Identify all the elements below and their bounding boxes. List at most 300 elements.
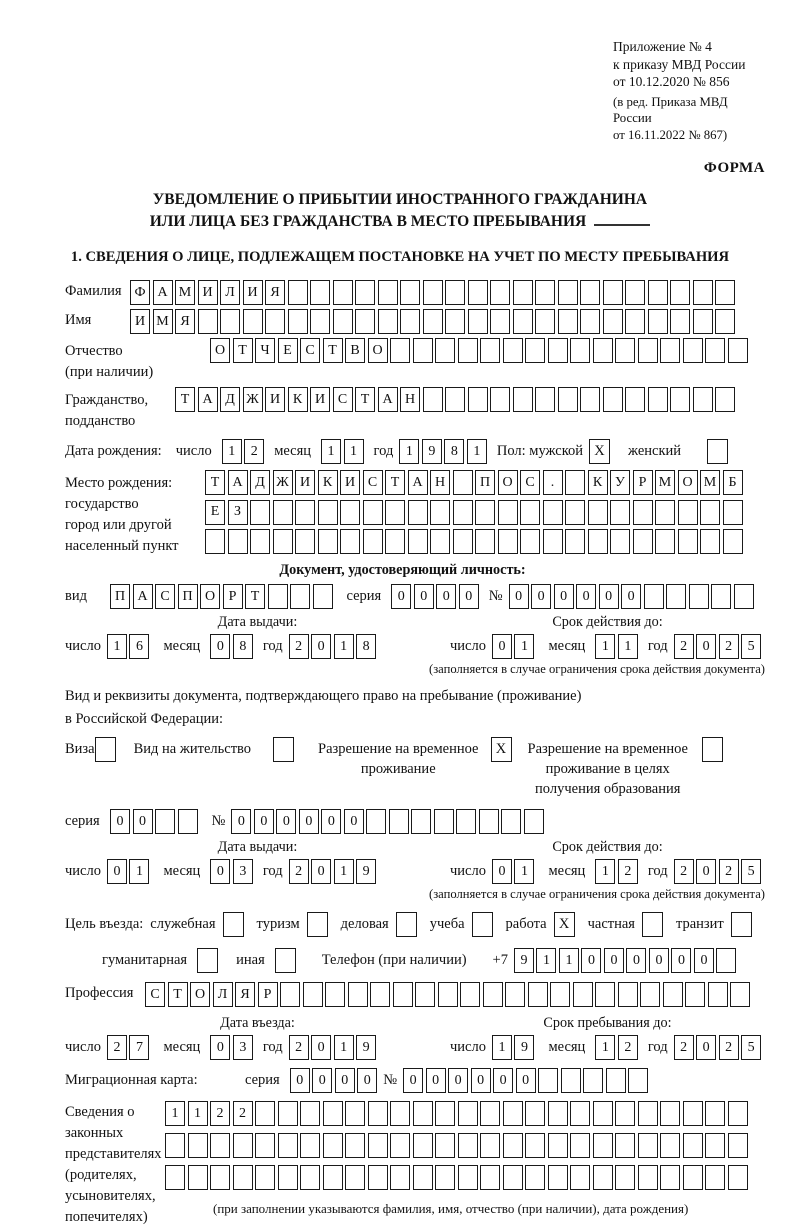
char-cell[interactable]: 1 [107, 634, 127, 659]
char-cell[interactable]: Т [175, 387, 195, 412]
purpose-work-checkbox[interactable]: X [554, 912, 575, 937]
char-cell[interactable]: 0 [335, 1068, 355, 1093]
char-cell[interactable] [411, 809, 431, 834]
char-cell[interactable] [345, 1133, 365, 1158]
char-cell[interactable]: И [265, 387, 285, 412]
char-cell[interactable] [593, 338, 613, 363]
char-cell[interactable]: С [520, 470, 540, 495]
char-cell[interactable] [355, 309, 375, 334]
char-cell[interactable]: 9 [514, 948, 534, 973]
char-cell[interactable]: 0 [210, 859, 230, 884]
char-cell[interactable] [268, 584, 288, 609]
char-cell[interactable] [435, 1133, 455, 1158]
char-cell[interactable]: З [228, 500, 248, 525]
char-cell[interactable]: Б [723, 470, 743, 495]
char-cell[interactable] [615, 1165, 635, 1190]
char-cell[interactable] [503, 1133, 523, 1158]
char-cell[interactable] [368, 1133, 388, 1158]
char-cell[interactable] [693, 309, 713, 334]
char-cell[interactable]: О [200, 584, 220, 609]
char-cell[interactable] [565, 470, 585, 495]
char-cell[interactable] [490, 309, 510, 334]
purpose-humanitarian-checkbox[interactable] [197, 948, 218, 973]
char-cell[interactable] [543, 529, 563, 554]
char-cell[interactable] [570, 1133, 590, 1158]
char-cell[interactable]: 0 [581, 948, 601, 973]
char-cell[interactable]: М [655, 470, 675, 495]
char-cell[interactable] [378, 280, 398, 305]
char-cell[interactable] [243, 309, 263, 334]
char-cell[interactable] [255, 1133, 275, 1158]
char-cell[interactable] [363, 529, 383, 554]
char-cell[interactable] [524, 809, 544, 834]
char-cell[interactable] [205, 529, 225, 554]
char-cell[interactable] [716, 948, 736, 973]
char-cell[interactable] [430, 500, 450, 525]
char-cell[interactable] [538, 1068, 558, 1093]
char-cell[interactable]: 5 [741, 1035, 761, 1060]
char-cell[interactable] [300, 1101, 320, 1126]
char-cell[interactable]: 0 [403, 1068, 423, 1093]
char-cell[interactable] [490, 387, 510, 412]
char-cell[interactable] [480, 1165, 500, 1190]
char-cell[interactable] [300, 1165, 320, 1190]
char-cell[interactable] [723, 529, 743, 554]
char-cell[interactable]: 1 [514, 859, 534, 884]
char-cell[interactable]: 0 [671, 948, 691, 973]
char-cell[interactable] [333, 309, 353, 334]
char-cell[interactable] [378, 309, 398, 334]
purpose-official-checkbox[interactable] [223, 912, 244, 937]
char-cell[interactable] [593, 1133, 613, 1158]
char-cell[interactable]: 2 [289, 1035, 309, 1060]
char-cell[interactable]: Н [430, 470, 450, 495]
char-cell[interactable] [368, 1101, 388, 1126]
char-cell[interactable] [525, 338, 545, 363]
char-cell[interactable] [525, 1101, 545, 1126]
char-cell[interactable] [385, 500, 405, 525]
char-cell[interactable] [265, 309, 285, 334]
char-cell[interactable] [638, 338, 658, 363]
char-cell[interactable] [408, 500, 428, 525]
char-cell[interactable]: С [300, 338, 320, 363]
char-cell[interactable] [700, 500, 720, 525]
char-cell[interactable] [525, 1133, 545, 1158]
char-cell[interactable]: 2 [674, 634, 694, 659]
char-cell[interactable]: 2 [618, 1035, 638, 1060]
char-cell[interactable]: 0 [604, 948, 624, 973]
char-cell[interactable]: И [295, 470, 315, 495]
char-cell[interactable] [708, 982, 728, 1007]
char-cell[interactable] [548, 338, 568, 363]
char-cell[interactable] [278, 1165, 298, 1190]
char-cell[interactable] [318, 529, 338, 554]
char-cell[interactable]: К [588, 470, 608, 495]
char-cell[interactable] [498, 500, 518, 525]
char-cell[interactable] [480, 338, 500, 363]
char-cell[interactable] [255, 1165, 275, 1190]
char-cell[interactable]: 0 [696, 1035, 716, 1060]
char-cell[interactable] [648, 387, 668, 412]
char-cell[interactable] [313, 584, 333, 609]
char-cell[interactable] [250, 529, 270, 554]
char-cell[interactable]: 1 [559, 948, 579, 973]
char-cell[interactable] [453, 470, 473, 495]
char-cell[interactable] [715, 309, 735, 334]
char-cell[interactable]: 0 [626, 948, 646, 973]
char-cell[interactable] [543, 500, 563, 525]
char-cell[interactable] [210, 1133, 230, 1158]
char-cell[interactable] [165, 1165, 185, 1190]
char-cell[interactable]: 2 [289, 634, 309, 659]
char-cell[interactable]: 0 [576, 584, 596, 609]
char-cell[interactable] [415, 982, 435, 1007]
char-cell[interactable]: 1 [595, 859, 615, 884]
char-cell[interactable] [413, 338, 433, 363]
char-cell[interactable] [513, 309, 533, 334]
char-cell[interactable] [480, 1101, 500, 1126]
char-cell[interactable]: 0 [492, 859, 512, 884]
char-cell[interactable] [475, 500, 495, 525]
char-cell[interactable]: 0 [312, 1068, 332, 1093]
char-cell[interactable]: 0 [459, 584, 479, 609]
char-cell[interactable]: 9 [356, 1035, 376, 1060]
char-cell[interactable] [670, 309, 690, 334]
char-cell[interactable] [548, 1165, 568, 1190]
char-cell[interactable]: 1 [334, 634, 354, 659]
char-cell[interactable]: 7 [129, 1035, 149, 1060]
purpose-tourism-checkbox[interactable] [307, 912, 328, 937]
purpose-study-checkbox[interactable] [472, 912, 493, 937]
char-cell[interactable] [323, 1133, 343, 1158]
char-cell[interactable]: П [475, 470, 495, 495]
char-cell[interactable] [638, 1165, 658, 1190]
char-cell[interactable] [580, 280, 600, 305]
char-cell[interactable] [233, 1165, 253, 1190]
char-cell[interactable]: В [345, 338, 365, 363]
temp-residence-checkbox[interactable]: X [491, 737, 512, 762]
char-cell[interactable] [155, 809, 175, 834]
char-cell[interactable] [625, 387, 645, 412]
char-cell[interactable] [458, 338, 478, 363]
char-cell[interactable]: 1 [595, 1035, 615, 1060]
char-cell[interactable] [683, 1165, 703, 1190]
char-cell[interactable]: 1 [344, 439, 364, 464]
char-cell[interactable] [615, 1101, 635, 1126]
char-cell[interactable]: 3 [233, 1035, 253, 1060]
char-cell[interactable]: 1 [514, 634, 534, 659]
char-cell[interactable] [390, 1133, 410, 1158]
char-cell[interactable] [670, 280, 690, 305]
char-cell[interactable]: О [368, 338, 388, 363]
char-cell[interactable] [325, 982, 345, 1007]
char-cell[interactable]: 2 [244, 439, 264, 464]
char-cell[interactable] [513, 280, 533, 305]
char-cell[interactable] [610, 529, 630, 554]
char-cell[interactable] [588, 500, 608, 525]
char-cell[interactable]: К [318, 470, 338, 495]
char-cell[interactable] [715, 280, 735, 305]
char-cell[interactable] [670, 387, 690, 412]
char-cell[interactable]: 1 [595, 634, 615, 659]
char-cell[interactable] [430, 529, 450, 554]
char-cell[interactable] [689, 584, 709, 609]
char-cell[interactable] [628, 1068, 648, 1093]
char-cell[interactable]: 0 [436, 584, 456, 609]
char-cell[interactable] [693, 387, 713, 412]
char-cell[interactable] [580, 387, 600, 412]
char-cell[interactable] [625, 309, 645, 334]
char-cell[interactable] [678, 500, 698, 525]
char-cell[interactable] [210, 1165, 230, 1190]
char-cell[interactable] [400, 309, 420, 334]
char-cell[interactable] [705, 1133, 725, 1158]
purpose-other-checkbox[interactable] [275, 948, 296, 973]
char-cell[interactable] [413, 1165, 433, 1190]
char-cell[interactable] [570, 1165, 590, 1190]
char-cell[interactable] [300, 1133, 320, 1158]
char-cell[interactable]: 0 [414, 584, 434, 609]
char-cell[interactable] [570, 338, 590, 363]
char-cell[interactable] [666, 584, 686, 609]
char-cell[interactable] [660, 1133, 680, 1158]
char-cell[interactable] [723, 500, 743, 525]
char-cell[interactable]: 2 [719, 1035, 739, 1060]
char-cell[interactable] [705, 338, 725, 363]
char-cell[interactable]: . [543, 470, 563, 495]
char-cell[interactable] [615, 1133, 635, 1158]
char-cell[interactable] [228, 529, 248, 554]
visa-checkbox[interactable] [95, 737, 116, 762]
char-cell[interactable]: 0 [133, 809, 153, 834]
char-cell[interactable] [603, 387, 623, 412]
char-cell[interactable] [503, 1101, 523, 1126]
char-cell[interactable] [423, 309, 443, 334]
char-cell[interactable] [348, 982, 368, 1007]
char-cell[interactable]: И [130, 309, 150, 334]
char-cell[interactable]: Т [245, 584, 265, 609]
sex-male-checkbox[interactable]: X [589, 439, 610, 464]
char-cell[interactable]: 2 [210, 1101, 230, 1126]
char-cell[interactable]: 0 [344, 809, 364, 834]
char-cell[interactable]: Р [258, 982, 278, 1007]
char-cell[interactable] [490, 280, 510, 305]
char-cell[interactable] [705, 1101, 725, 1126]
char-cell[interactable]: С [155, 584, 175, 609]
char-cell[interactable] [390, 1165, 410, 1190]
char-cell[interactable]: Я [235, 982, 255, 1007]
char-cell[interactable]: Е [278, 338, 298, 363]
char-cell[interactable] [310, 309, 330, 334]
char-cell[interactable]: 0 [448, 1068, 468, 1093]
char-cell[interactable] [453, 529, 473, 554]
char-cell[interactable]: И [310, 387, 330, 412]
char-cell[interactable]: 0 [531, 584, 551, 609]
char-cell[interactable] [648, 309, 668, 334]
char-cell[interactable] [535, 387, 555, 412]
char-cell[interactable] [580, 309, 600, 334]
char-cell[interactable] [458, 1133, 478, 1158]
char-cell[interactable] [730, 982, 750, 1007]
char-cell[interactable] [345, 1165, 365, 1190]
char-cell[interactable]: 1 [467, 439, 487, 464]
char-cell[interactable] [178, 809, 198, 834]
char-cell[interactable]: 1 [536, 948, 556, 973]
char-cell[interactable]: 0 [471, 1068, 491, 1093]
char-cell[interactable] [295, 529, 315, 554]
char-cell[interactable]: 0 [276, 809, 296, 834]
char-cell[interactable] [389, 809, 409, 834]
char-cell[interactable] [558, 309, 578, 334]
char-cell[interactable] [561, 1068, 581, 1093]
char-cell[interactable] [734, 584, 754, 609]
char-cell[interactable] [633, 500, 653, 525]
char-cell[interactable]: И [243, 280, 263, 305]
char-cell[interactable] [220, 309, 240, 334]
char-cell[interactable] [445, 387, 465, 412]
char-cell[interactable]: 0 [492, 634, 512, 659]
char-cell[interactable]: 9 [356, 859, 376, 884]
char-cell[interactable]: 0 [299, 809, 319, 834]
char-cell[interactable]: 1 [165, 1101, 185, 1126]
char-cell[interactable]: Т [233, 338, 253, 363]
char-cell[interactable] [548, 1133, 568, 1158]
char-cell[interactable]: 0 [391, 584, 411, 609]
char-cell[interactable] [340, 500, 360, 525]
char-cell[interactable] [638, 1133, 658, 1158]
char-cell[interactable] [683, 338, 703, 363]
char-cell[interactable] [280, 982, 300, 1007]
char-cell[interactable]: И [198, 280, 218, 305]
char-cell[interactable]: Д [250, 470, 270, 495]
char-cell[interactable]: 2 [674, 1035, 694, 1060]
char-cell[interactable]: 1 [399, 439, 419, 464]
char-cell[interactable] [345, 1101, 365, 1126]
char-cell[interactable]: 0 [311, 634, 331, 659]
char-cell[interactable]: 2 [674, 859, 694, 884]
char-cell[interactable]: 1 [618, 634, 638, 659]
char-cell[interactable]: Т [385, 470, 405, 495]
char-cell[interactable]: Е [205, 500, 225, 525]
char-cell[interactable]: Т [168, 982, 188, 1007]
char-cell[interactable] [678, 529, 698, 554]
char-cell[interactable] [445, 280, 465, 305]
char-cell[interactable] [453, 500, 473, 525]
char-cell[interactable] [255, 1101, 275, 1126]
char-cell[interactable] [715, 387, 735, 412]
char-cell[interactable]: 5 [741, 634, 761, 659]
char-cell[interactable]: А [198, 387, 218, 412]
char-cell[interactable]: 0 [210, 1035, 230, 1060]
char-cell[interactable] [535, 309, 555, 334]
char-cell[interactable] [188, 1165, 208, 1190]
char-cell[interactable]: 0 [696, 859, 716, 884]
char-cell[interactable]: 0 [231, 809, 251, 834]
char-cell[interactable]: 9 [514, 1035, 534, 1060]
char-cell[interactable] [655, 529, 675, 554]
char-cell[interactable]: 8 [233, 634, 253, 659]
char-cell[interactable]: М [700, 470, 720, 495]
char-cell[interactable] [583, 1068, 603, 1093]
char-cell[interactable] [390, 1101, 410, 1126]
char-cell[interactable]: 0 [493, 1068, 513, 1093]
char-cell[interactable]: Ж [243, 387, 263, 412]
char-cell[interactable] [728, 1101, 748, 1126]
char-cell[interactable]: О [498, 470, 518, 495]
char-cell[interactable] [498, 529, 518, 554]
char-cell[interactable] [525, 1165, 545, 1190]
char-cell[interactable] [503, 338, 523, 363]
char-cell[interactable]: 1 [334, 859, 354, 884]
char-cell[interactable] [198, 309, 218, 334]
char-cell[interactable] [435, 1101, 455, 1126]
char-cell[interactable] [278, 1101, 298, 1126]
residence-permit-checkbox[interactable] [273, 737, 294, 762]
char-cell[interactable]: 0 [357, 1068, 377, 1093]
char-cell[interactable]: 2 [107, 1035, 127, 1060]
char-cell[interactable] [385, 529, 405, 554]
char-cell[interactable] [468, 309, 488, 334]
char-cell[interactable] [278, 1133, 298, 1158]
char-cell[interactable]: 0 [509, 584, 529, 609]
char-cell[interactable] [640, 982, 660, 1007]
char-cell[interactable]: 2 [719, 859, 739, 884]
char-cell[interactable] [323, 1101, 343, 1126]
char-cell[interactable] [468, 387, 488, 412]
char-cell[interactable]: 0 [254, 809, 274, 834]
char-cell[interactable]: 0 [321, 809, 341, 834]
char-cell[interactable] [355, 280, 375, 305]
char-cell[interactable] [480, 1133, 500, 1158]
char-cell[interactable] [435, 1165, 455, 1190]
char-cell[interactable] [303, 982, 323, 1007]
char-cell[interactable] [588, 529, 608, 554]
char-cell[interactable] [660, 338, 680, 363]
char-cell[interactable]: С [145, 982, 165, 1007]
char-cell[interactable] [700, 529, 720, 554]
char-cell[interactable] [558, 387, 578, 412]
char-cell[interactable] [520, 500, 540, 525]
char-cell[interactable] [558, 280, 578, 305]
char-cell[interactable] [648, 280, 668, 305]
char-cell[interactable]: 1 [492, 1035, 512, 1060]
char-cell[interactable]: Т [205, 470, 225, 495]
char-cell[interactable]: 8 [444, 439, 464, 464]
char-cell[interactable] [644, 584, 664, 609]
char-cell[interactable]: О [678, 470, 698, 495]
char-cell[interactable] [368, 1165, 388, 1190]
purpose-transit-checkbox[interactable] [731, 912, 752, 937]
char-cell[interactable]: Я [265, 280, 285, 305]
char-cell[interactable] [340, 529, 360, 554]
char-cell[interactable] [188, 1133, 208, 1158]
char-cell[interactable]: 0 [311, 1035, 331, 1060]
char-cell[interactable]: М [175, 280, 195, 305]
char-cell[interactable]: Р [223, 584, 243, 609]
char-cell[interactable]: 0 [516, 1068, 536, 1093]
char-cell[interactable]: 2 [719, 634, 739, 659]
char-cell[interactable] [705, 1165, 725, 1190]
char-cell[interactable] [663, 982, 683, 1007]
char-cell[interactable]: 2 [289, 859, 309, 884]
char-cell[interactable] [618, 982, 638, 1007]
char-cell[interactable]: А [408, 470, 428, 495]
char-cell[interactable] [520, 529, 540, 554]
char-cell[interactable] [633, 529, 653, 554]
char-cell[interactable] [660, 1101, 680, 1126]
char-cell[interactable] [250, 500, 270, 525]
char-cell[interactable]: 0 [621, 584, 641, 609]
